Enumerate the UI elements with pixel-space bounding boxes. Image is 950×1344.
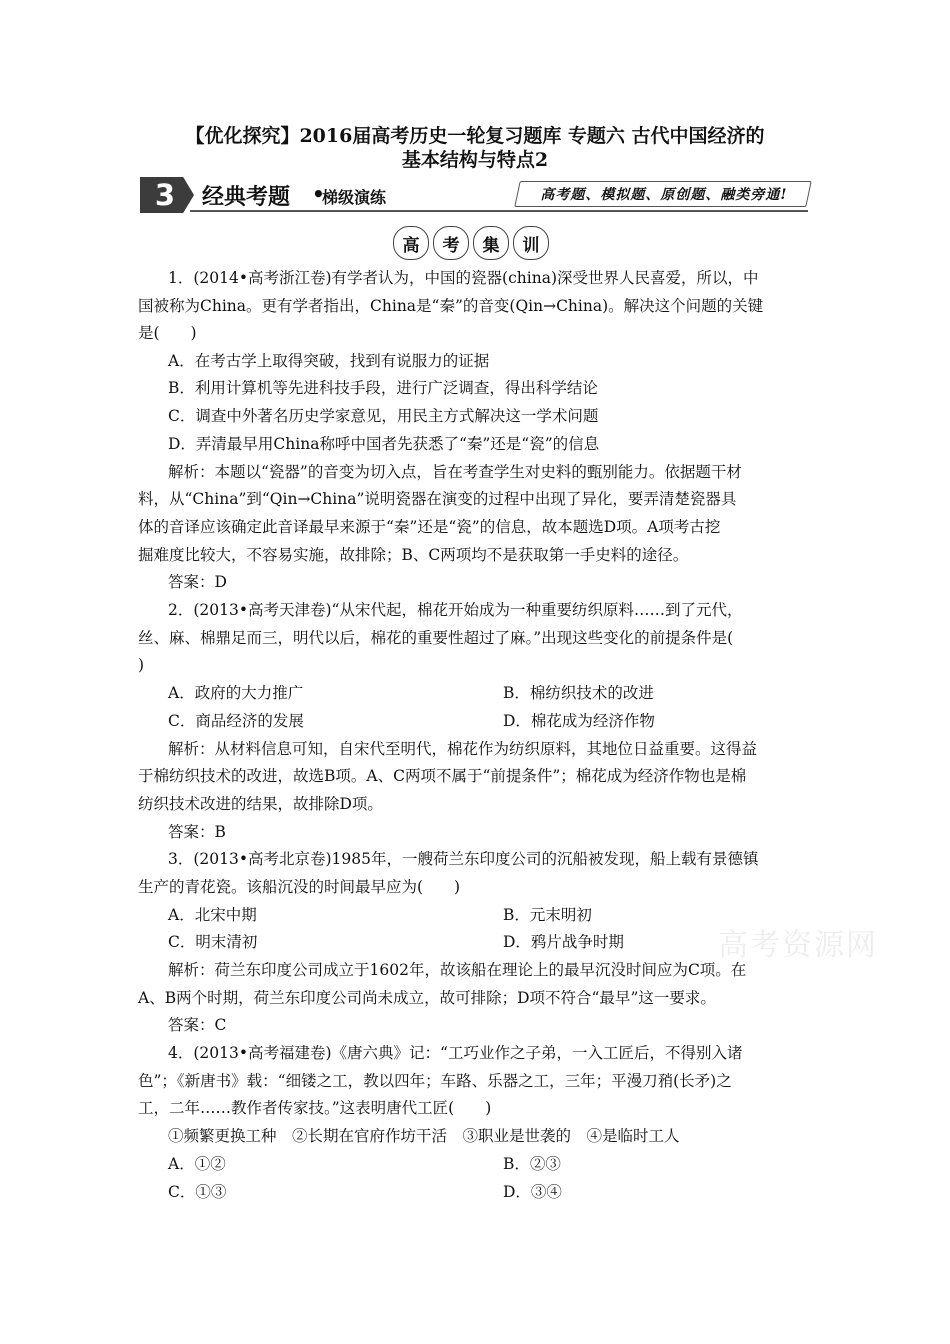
question-3-stem: 生产的青花瓷。该船沉没的时间最早应为( ) <box>138 878 461 896</box>
section-heading: 经典考题 <box>202 185 291 210</box>
question-3-option-d: D．鸦片战争时期 <box>503 933 624 951</box>
section-slogan: 高考题、模拟题、原创题、融类旁通! <box>540 187 788 203</box>
heading-char: 考 <box>433 226 469 260</box>
question-1-option-d: D．弄清最早用China称呼中国者先获悉了“秦”还是“瓷”的信息 <box>168 435 600 453</box>
question-2-option-a: A．政府的大力推广 <box>168 684 304 702</box>
question-3-explanation: A、B两个时期，荷兰东印度公司尚未成立，故可排除；D项不符合“最早”这一要求。 <box>138 989 716 1007</box>
question-1-option-a: A．在考古学上取得突破，找到有说服力的证据 <box>168 352 490 370</box>
question-1-stem: 1．(2014•高考浙江卷)有学者认为，中国的瓷器(china)深受世界人民喜爱，所以，中 <box>168 269 759 287</box>
question-2-option-b: B．棉纺织技术的改进 <box>503 684 654 702</box>
question-2-stem: 2．(2013•高考天津卷)“从宋代起，棉花开始成为一种重要纺织原料……到了元代， <box>168 601 743 619</box>
question-1-explanation: 体的音译应该确定此音译最早来源于“秦”还是“瓷”的信息，故本题选D项。A项考古挖 <box>138 518 721 536</box>
question-2-explanation: 纺织技术改进的结果，故排除D项。 <box>138 795 383 813</box>
question-2-option-d: D．棉花成为经济作物 <box>503 712 655 730</box>
question-4-stem: 工，二年……教作者传家技。”这表明唐代工匠( ) <box>138 1099 492 1117</box>
section-banner <box>140 177 810 213</box>
banner-rule <box>190 210 808 212</box>
question-3-explanation: 解析：荷兰东印度公司成立于1602年，故该船在理论上的最早沉没时间应为C项。在 <box>168 961 747 979</box>
question-4-stem: 色”；《新唐书》载：“细镂之工，教以四年；车路、乐器之工，三年；平漫刀矟(长矛)之 <box>138 1072 732 1090</box>
question-3-option-c: C．明末清初 <box>168 933 258 951</box>
question-4-stem: 4．(2013•高考福建卷)《唐六典》记：“工巧业作之子弟，一入工匠后，不得别入诸 <box>168 1044 743 1062</box>
section-number: 3 <box>154 178 176 212</box>
question-4-option-a: A．①② <box>168 1155 226 1173</box>
question-1-stem: 国被称为China。更有学者指出，China是“秦”的音变(Qin→China)。解决这个问题的关键 <box>138 297 764 315</box>
question-3-option-a: A．北宋中期 <box>168 906 257 924</box>
question-4-statements: ①频繁更换工种 ②长期在官府作坊干活 ③职业是世袭的 ④是临时工人 <box>168 1127 680 1145</box>
question-1-explanation: 料，从“China”到“Qin→China”说明瓷器在演变的过程中出现了异化，要弄清楚瓷器具 <box>138 490 737 508</box>
question-1-stem: 是( ) <box>138 324 197 342</box>
document-title-line-2: 基本结构与特点2 <box>401 149 549 171</box>
question-1-option-b: B．利用计算机等先进科技手段，进行广泛调查，得出科学结论 <box>168 379 598 397</box>
question-1-option-c: C．调查中外著名历史学家意见，用民主方式解决这一学术问题 <box>168 407 599 425</box>
question-1-answer: 答案：D <box>168 573 227 591</box>
question-3-answer: 答案：C <box>168 1016 227 1034</box>
question-4-option-b: B．②③ <box>503 1155 561 1173</box>
heading-char: 集 <box>473 226 509 260</box>
question-3-option-b: B．元末明初 <box>503 906 592 924</box>
question-4-option-d: D．③④ <box>503 1183 562 1201</box>
section-subheading: 梯级演练 <box>322 188 387 207</box>
question-2-stem: 丝、麻、棉鼎足而三，明代以后，棉花的重要性超过了麻。”出现这些变化的前提条件是( <box>138 629 734 647</box>
question-3-stem: 3．(2013•高考北京卷)1985年，一艘荷兰东印度公司的沉船被发现，船上载有景德镇 <box>168 850 759 868</box>
question-2-stem: ) <box>138 656 145 674</box>
section-heading-dot: • <box>312 182 325 206</box>
heading-char: 高 <box>393 226 429 260</box>
question-2-explanation: 于棉纺织技术的改进，故选B项。A、C两项不属于“前提条件”；棉花成为经济作物也是棉 <box>138 767 747 785</box>
exam-set-heading <box>393 226 549 260</box>
heading-char: 训 <box>513 226 549 260</box>
question-2-option-c: C．商品经济的发展 <box>168 712 304 730</box>
question-2-explanation: 解析：从材料信息可知，自宋代至明代，棉花作为纺织原料，其地位日益重要。这得益 <box>168 740 758 758</box>
question-4-option-c: C．①③ <box>168 1183 227 1201</box>
question-1-explanation: 掘难度比较大，不容易实施，故排除；B、C两项均不是获取第一手史料的途径。 <box>138 546 689 564</box>
document-title-line-1: 【优化探究】2016届高考历史一轮复习题库 专题六 古代中国经济的 <box>185 125 765 147</box>
question-1-explanation: 解析：本题以“瓷器”的音变为切入点，旨在考查学生对史料的甄别能力。依据题干材 <box>168 463 742 481</box>
question-2-answer: 答案：B <box>168 823 226 841</box>
watermark: 高考资源网 <box>718 928 878 963</box>
